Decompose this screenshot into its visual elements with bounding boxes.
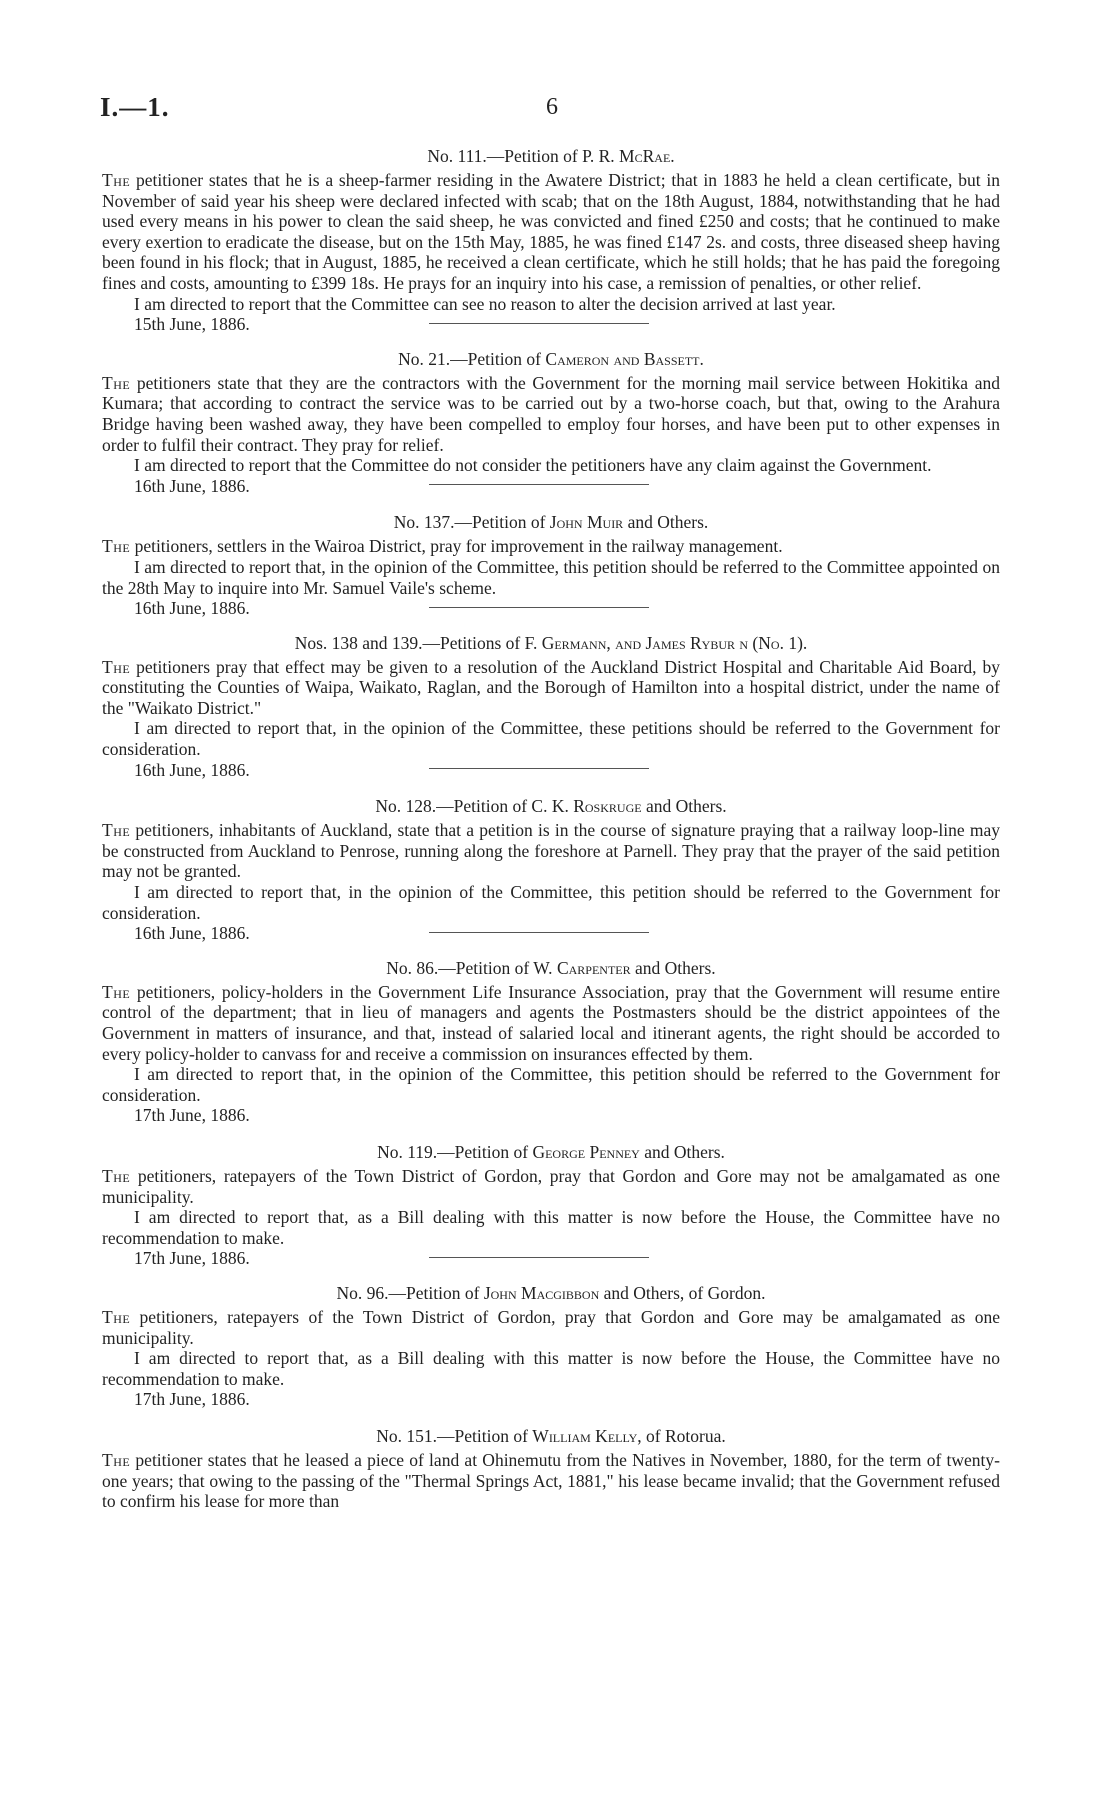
petitions-content: [102, 146, 1000, 1512]
petition-title-prefix: Nos. 138 and 139.—Petitions of F.: [294, 632, 542, 653]
petition-body-text: petitioners state that they are the contractors with the Government for the morning mail service between Hokitika and Kumara; that according to contract the service was to be carried out by a two-horse coach, but that, owing to the Arahura Bridge having been washed away, they have been compelled to employ four horses, and have been put to other expenses in order to fulfil their contract. They pray for relief.: [102, 372, 1000, 455]
petition-lead: The: [102, 656, 131, 677]
petition-title-name: McRae: [619, 146, 671, 166]
petition-title-name: Carpenter: [556, 957, 631, 978]
page-number: 6: [546, 94, 558, 120]
petition-title-prefix: No. 119.—Petition of: [377, 1141, 533, 1162]
petition-128: [102, 796, 1000, 944]
petition-report: I am directed to report that the Committee can see no reason to alter the decision arrived at last year.: [134, 293, 836, 314]
petition-body: [102, 982, 1000, 1064]
petition-body-text: petitioners, inhabitants of Auckland, state that a petition is in the course of signature praying that a railway loop-line may be constructed from Auckland to Penrose, running along the foreshore at Parnell. They pray that the prayer of the said petition may not be granted.: [102, 820, 1000, 882]
petition-report: I am directed to report that, in the opinion of the Committee, this petition should be referred to the Government for consideration.: [102, 1064, 1000, 1105]
petition-title-prefix: No. 111.—Petition of P. R.: [427, 146, 620, 166]
petition-title: [102, 349, 1000, 369]
petition-title-name: John Muir: [549, 512, 624, 533]
petition-date: 17th June, 1886.: [134, 1389, 250, 1410]
petition-body-text: petitioners, settlers in the Wairoa District, pray for improvement in the railway management.: [130, 536, 783, 557]
petition-body-text: petitioners pray that effect may be given to a resolution of the Auckland District Hospital and Charitable Aid Board, by constituting the Counties of Waipa, Waikato, Raglan, and the Borough of Hamilton into a hospital district, under the name of the "Waikato District.": [102, 656, 1000, 718]
petition-title-name: John Macgibbon: [483, 1282, 600, 1303]
petition-lead: The: [102, 1449, 131, 1470]
petition-body: [102, 657, 1000, 719]
petition-title-suffix: and Others.: [639, 1141, 725, 1162]
petition-report: I am directed to report that, in the opinion of the Committee, this petition should be referred to the Committee appointed on the 28th May to inquire into Mr. Samuel Vaile's scheme.: [102, 556, 1000, 598]
petition-lead: The: [102, 820, 131, 841]
petition-lead: The: [102, 981, 131, 1002]
petition-title: [102, 146, 1000, 166]
petition-body: [102, 170, 1000, 294]
petition-title-suffix: , and James Rybur n (No. 1).: [606, 632, 808, 653]
petition-lead: The: [102, 372, 131, 393]
petition-body: [102, 373, 1000, 455]
petition-lead: The: [102, 1306, 131, 1327]
document-reference: I.—1.: [100, 92, 170, 122]
petition-lead: The: [102, 1165, 131, 1186]
petition-title-suffix: and Others.: [623, 512, 709, 533]
petition-date: 16th June, 1886.: [134, 598, 250, 619]
petition-date: 15th June, 1886.: [134, 314, 250, 335]
petition-138-139: [102, 633, 1000, 781]
petition-title: [102, 1283, 1000, 1303]
petition-title-suffix: and Others.: [641, 796, 727, 817]
petition-body-text: petitioner states that he is a sheep-farmer residing in the Awatere District; that in 1883 he held a clean certificate, but in November of said year his sheep were declared infected with scab; that on the 18th August, 1884, notwithstanding that he had used every means in his power to clean the said sheep, he was convicted and fined £250 and costs; that he continued to make every exertion to eradicate the disease, but on the 15th May, 1885, he was fined £147 2s. and costs, three diseased sheep having been found in his flock; that in August, 1885, he received a clean certificate, which he still holds; that he has paid the foregoing fines and costs, amounting to £399 18s. He prays for an inquiry into his case, a remission of penalties, or other relief.: [102, 170, 1000, 293]
petition-date: 17th June, 1886.: [134, 1248, 250, 1269]
petition-title-prefix: No. 128.—Petition of C. K.: [375, 796, 574, 817]
petition-title: [102, 512, 1000, 532]
petition-title-name: Roskruge: [573, 796, 642, 817]
petition-title-suffix: .: [670, 146, 675, 166]
petition-lead: The: [102, 170, 131, 190]
petition-title: [102, 796, 1000, 816]
petition-137: [102, 512, 1000, 618]
petition-report: I am directed to report that the Committee do not consider the petitioners have any claim against the Government.: [134, 455, 932, 476]
petition-title-prefix: No. 96.—Petition of: [336, 1282, 484, 1303]
petition-title-prefix: No. 137.—Petition of: [393, 512, 550, 533]
petition-date: 16th June, 1886.: [134, 475, 250, 496]
petition-body: [102, 1450, 1000, 1512]
petition-body-text: petitioners, ratepayers of the Town District of Gordon, pray that Gordon and Gore may be amalgamated as one municipality.: [102, 1306, 1000, 1348]
petition-date: 17th June, 1886.: [134, 1105, 250, 1126]
petition-title: [102, 633, 1000, 653]
petition-119: [102, 1142, 1000, 1269]
petition-title-name: Cameron: [545, 348, 610, 369]
petition-date: 16th June, 1886.: [134, 923, 250, 944]
petition-title: [102, 958, 1000, 978]
petition-report: I am directed to report that, in the opinion of the Committee, this petition should be referred to the Government for consideration.: [102, 882, 1000, 923]
petition-title-prefix: No. 86.—Petition of W.: [386, 957, 557, 978]
petition-111: [102, 146, 1000, 335]
petition-lead: The: [102, 536, 131, 557]
petition-title-suffix: and Others, of Gordon.: [599, 1282, 766, 1303]
petition-body: [102, 1307, 1000, 1348]
petition-report: I am directed to report that, as a Bill dealing with this matter is now before the House, the Committee have no recommendation to make.: [102, 1207, 1000, 1248]
petition-body-text: petitioner states that he leased a piece of land at Ohinemutu from the Natives in November, 1880, for the term of twenty-one years; that owing to the passing of the "Thermal Springs Act, 1881," his lease became invalid; that the Government refused to confirm his lease for more than: [102, 1449, 1000, 1512]
petition-body-text: petitioners, policy-holders in the Government Life Insurance Association, pray that the Government will resume entire control of the department; that in lieu of managers and agents the Postmasters should be the district appointees of the Government in matters of insurance, and that, instead of salaried local and itinerant agents, the right should be accorded to every policy-holder to canvass for and receive a commission on insurances effected by them.: [102, 981, 1000, 1064]
petition-body: [102, 820, 1000, 882]
petition-title: [102, 1142, 1000, 1162]
petition-title: [102, 1426, 1000, 1446]
petition-body: [102, 536, 1000, 557]
petition-title-name: William Kelly: [532, 1425, 638, 1446]
petition-title-prefix: No. 151.—Petition of: [376, 1425, 533, 1446]
petition-title-name: George Penney: [532, 1141, 640, 1162]
petition-report: I am directed to report that, in the opinion of the Committee, these petitions should be referred to the Government for consideration.: [102, 718, 1000, 760]
petition-body-text: petitioners, ratepayers of the Town District of Gordon, pray that Gordon and Gore may not be amalgamated as one municipality.: [102, 1165, 1000, 1207]
petition-title-suffix: and Bassett.: [609, 348, 704, 369]
petition-title-suffix: and Others.: [630, 957, 716, 978]
petition-151: [102, 1426, 1000, 1512]
petition-96: [102, 1283, 1000, 1410]
petition-title-suffix: , of Rotorua.: [637, 1425, 726, 1446]
petition-body: [102, 1166, 1000, 1207]
petition-86: [102, 958, 1000, 1126]
petition-report: I am directed to report that, as a Bill dealing with this matter is now before the House, the Committee have no recommendation to make.: [102, 1348, 1000, 1389]
petition-title-name: Germann: [541, 632, 607, 653]
petition-title-prefix: No. 21.—Petition of: [398, 348, 546, 369]
petition-date: 16th June, 1886.: [134, 759, 250, 780]
petition-21: [102, 349, 1000, 497]
